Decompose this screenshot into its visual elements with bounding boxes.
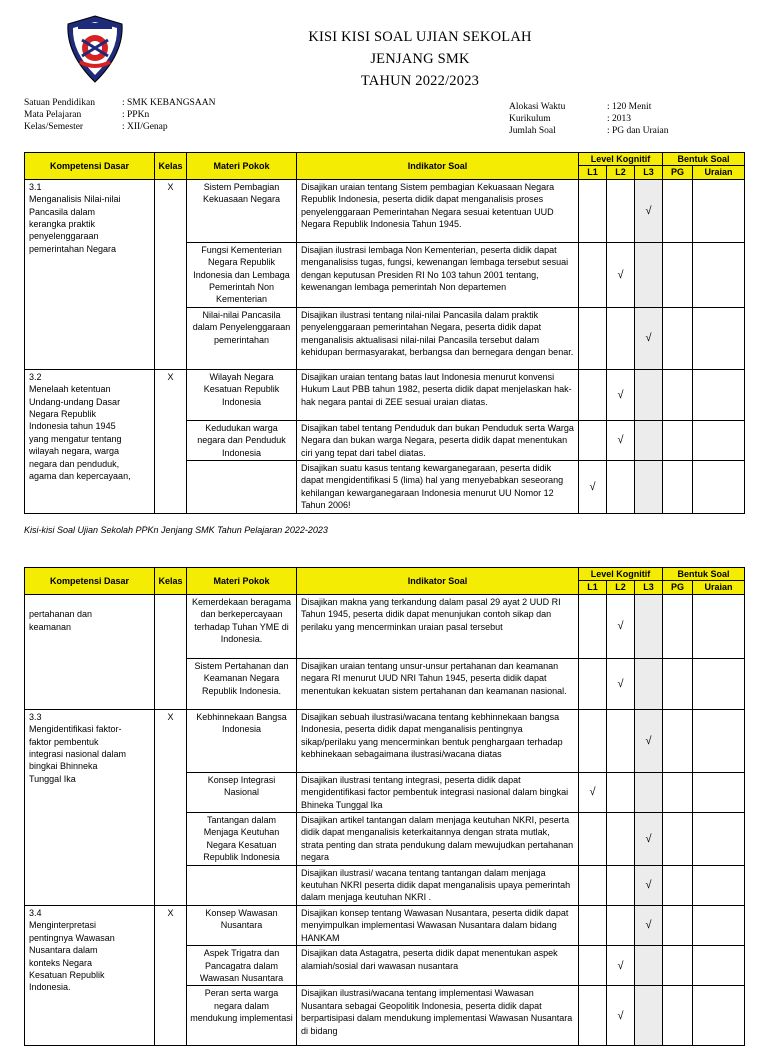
- l1-cell: [579, 420, 607, 460]
- table-row: [25, 905, 745, 945]
- uraian-cell: [693, 594, 745, 658]
- header-level-kognitif: Level Kognitif: [579, 568, 663, 581]
- header-kelas: Kelas: [155, 568, 187, 595]
- pg-cell: [663, 772, 693, 812]
- header-l1: L1: [579, 166, 607, 179]
- meta-value: : 120 Menit: [607, 102, 652, 112]
- meta-label: Alokasi Waktu: [509, 102, 566, 112]
- pg-cell: [663, 242, 693, 307]
- materi-cell: Kedudukan warga negara dan Penduduk Indonesia: [187, 420, 297, 460]
- indikator-cell: Disajikan sebuah ilustrasi/wacana tentang kebhinnekaan bangsa Indonesia, peserta didik dapat menganalisis pentingnya sikap/perilaku yang mencerminkan bentuk penghargaan terhadap kebhinekaan sebagaimana ilustrasi/wacana diatas: [297, 709, 579, 772]
- uraian-cell: [693, 813, 745, 866]
- pg-cell: [663, 905, 693, 945]
- meta-value: : PG dan Uraian: [607, 126, 669, 136]
- l1-cell: [579, 946, 607, 986]
- l1-cell: [579, 594, 607, 658]
- page-caption: Kisi-kisi Soal Ujian Sekolah PPKn Jenjang SMK Tahun Pelajaran 2022-2023: [24, 525, 328, 535]
- indikator-cell: Disajikan ilustrasi/ wacana tentang tantangan dalam menjaga keutuhan NKRI peserta didik dapat menganalisis upaya pemerintah dalam menjaga keutuhan NKRI .: [297, 865, 579, 905]
- header-indikator-soal: Indikator Soal: [297, 568, 579, 595]
- l1-cell: [579, 813, 607, 866]
- indikator-cell: Disajikan uraian tentang unsur-unsur pertahanan dan keamanan negara RI menurut UUD NRI Tahun 1945, peserta didik dapat menentukan kekuatan sistem pertahanan dan keamanan nasional.: [297, 658, 579, 709]
- header-materi-pokok: Materi Pokok: [187, 568, 297, 595]
- table-row: [25, 369, 745, 420]
- materi-cell: Sistem Pertahanan dan Keamanan Negara Republik Indonesia.: [187, 658, 297, 709]
- l3-check: √: [635, 865, 663, 905]
- pg-cell: [663, 709, 693, 772]
- header-indikator-soal: Indikator Soal: [297, 153, 579, 180]
- l3-cell: [635, 772, 663, 812]
- materi-cell: Kebhinnekaan Bangsa Indonesia: [187, 709, 297, 772]
- l1-check: √: [579, 461, 607, 514]
- uraian-cell: [693, 772, 745, 812]
- l2-cell: [607, 865, 635, 905]
- uraian-cell: [693, 709, 745, 772]
- pg-cell: [663, 420, 693, 460]
- l1-check: √: [579, 772, 607, 812]
- l2-check: √: [607, 594, 635, 658]
- l2-check: √: [607, 242, 635, 307]
- materi-cell: Fungsi Kementerian Negara Republik Indonesia dan Lembaga Pemerintah Non Kementerian: [187, 242, 297, 307]
- meta-label: Mata Pelajaran: [24, 110, 82, 120]
- l1-cell: [579, 986, 607, 1046]
- pg-cell: [663, 658, 693, 709]
- l3-cell: [635, 369, 663, 420]
- l3-cell: [635, 946, 663, 986]
- title-line-2: JENJANG SMK: [370, 51, 470, 67]
- uraian-cell: [693, 905, 745, 945]
- header-materi-pokok: Materi Pokok: [187, 153, 297, 180]
- l3-cell: [635, 658, 663, 709]
- kd-number: 3.2: [29, 371, 42, 382]
- header-bentuk-soal: Bentuk Soal: [663, 153, 745, 166]
- l2-cell: [607, 813, 635, 866]
- indikator-cell: Disajian ilustrasi lembaga Non Kementerian, peserta didik dapat menganalisiss tugas, fungsi, kewenangan lembaga tersebut sesuai dengan keputusan Presiden RI No 103 tahun 2001 tentang, kewenangan lembaga pemerintah Non departemen: [297, 242, 579, 307]
- materi-cell: Wilayah Negara Kesatuan Republik Indonesia: [187, 369, 297, 420]
- kd-number: 3.3: [29, 711, 42, 722]
- l3-check: √: [635, 307, 663, 369]
- meta-value: : PPKn: [122, 110, 150, 120]
- meta-value: : 2013: [607, 114, 632, 124]
- kd-cell: [25, 594, 155, 709]
- l2-cell: [607, 179, 635, 242]
- uraian-cell: [693, 946, 745, 986]
- meta-left: [24, 97, 215, 133]
- header-level-kognitif: Level Kognitif: [579, 153, 663, 166]
- kisi-table-2: [24, 567, 745, 1046]
- kisi-table-1: [24, 152, 745, 514]
- materi-cell: Tantangan dalam Menjaga Keutuhan Negara Kesatuan Republik Indonesia: [187, 813, 297, 866]
- materi-cell: Nilai-nilai Pancasila dalam Penyelenggaraan pemerintahan: [187, 307, 297, 369]
- l1-cell: [579, 709, 607, 772]
- materi-cell: Aspek Trigatra dan Pancagatra dalam Wawasan Nusantara: [187, 946, 297, 986]
- materi-cell: [187, 461, 297, 514]
- l2-check: √: [607, 946, 635, 986]
- header-bentuk-soal: Bentuk Soal: [663, 568, 745, 581]
- document-title: [260, 26, 580, 92]
- kd-text: Menelaah ketentuan Undang-undang Dasar Negara Republik Indonesia tahun 1945 yang mengatur tentang wilayah negara, warga negara dan penduduk, agama dan kepercayaan,: [29, 384, 131, 482]
- l2-check: √: [607, 986, 635, 1046]
- l3-check: √: [635, 709, 663, 772]
- pg-cell: [663, 369, 693, 420]
- indikator-cell: Disajikan suatu kasus tentang kewarganegaraan, peserta didik dapat mengidentifikasi 5 (lima) hal yang menyebabkan seseorang kehilangan kewarganegaraan Indonesia menurut UU Nomor 12 Tahun 2006!: [297, 461, 579, 514]
- meta-label: Jumlah Soal: [509, 126, 556, 136]
- kelas-cell: X: [155, 709, 187, 905]
- header-l1: L1: [579, 581, 607, 594]
- l2-cell: [607, 307, 635, 369]
- l1-cell: [579, 865, 607, 905]
- header-pg: PG: [663, 581, 693, 594]
- header-l2: L2: [607, 166, 635, 179]
- kd-text: Mengidentifikasi faktor- faktor pembentuk integrasi nasional dalam bingkai Bhinneka Tunggal Ika: [29, 724, 127, 784]
- kd-cell: [25, 709, 155, 905]
- header-kompetensi-dasar: Kompetensi Dasar: [25, 153, 155, 180]
- uraian-cell: [693, 658, 745, 709]
- materi-cell: [187, 865, 297, 905]
- indikator-cell: Disajikan ilustrasi/wacana tentang implementasi Wawasan Nusantara sebagai Geopolitik Indonesia, peserta didik dapat berpartisipasi dalam mendukung implementasi Wawasan Nusantara di bidang: [297, 986, 579, 1046]
- meta-label: Kurikulum: [509, 114, 551, 124]
- l2-check: √: [607, 420, 635, 460]
- pg-cell: [663, 594, 693, 658]
- l2-check: √: [607, 369, 635, 420]
- pg-cell: [663, 813, 693, 866]
- header-kelas: Kelas: [155, 153, 187, 180]
- materi-cell: Kemerdekaan beragama dan berkepercayaan terhadap Tuhan YME di Indonesia.: [187, 594, 297, 658]
- kd-cell: [25, 179, 155, 369]
- l1-cell: [579, 369, 607, 420]
- indikator-cell: Disajikan data Astagatra, peserta didik dapat menentukan aspek alamiah/sosial dari wawasan nusantara: [297, 946, 579, 986]
- materi-cell: Konsep Integrasi Nasional: [187, 772, 297, 812]
- pg-cell: [663, 986, 693, 1046]
- uraian-cell: [693, 461, 745, 514]
- header-uraian: Uraian: [693, 166, 745, 179]
- meta-value: : SMK KEBANGSAAN: [122, 98, 216, 108]
- kelas-cell: X: [155, 179, 187, 369]
- l3-cell: [635, 986, 663, 1046]
- header-l2: L2: [607, 581, 635, 594]
- pg-cell: [663, 179, 693, 242]
- indikator-cell: Disajikan uraian tentang Sistem pembagian Kekuasaan Negara Republik Indonesia, peserta didik dapat menganalisis proses penyelenggaraan Pemerintahan Negara sesuai ketentuan UUD Negara Republik Indonesia Tahun 1945.: [297, 179, 579, 242]
- title-line-1: KISI KISI SOAL UJIAN SEKOLAH: [308, 29, 532, 45]
- indikator-cell: Disajikan konsep tentang Wawasan Nusantara, peserta didik dapat menyimpulkan implementasi Wawasan Nusantara dalam bidang HANKAM: [297, 905, 579, 945]
- title-line-3: TAHUN 2022/2023: [360, 73, 480, 89]
- indikator-cell: Disajikan artikel tantangan dalam menjaga keutuhan NKRI, peserta didik dapat menganalisis keterkaitannya dengan strata mutlak, strata penting dan strata pendukung dalam mewujudkan pertahanan negara: [297, 813, 579, 866]
- table-row: [25, 594, 745, 658]
- kd-number: 3.1: [29, 181, 42, 192]
- header-uraian: Uraian: [693, 581, 745, 594]
- pg-cell: [663, 865, 693, 905]
- l2-cell: [607, 905, 635, 945]
- l3-cell: [635, 594, 663, 658]
- uraian-cell: [693, 179, 745, 242]
- header-kompetensi-dasar: Kompetensi Dasar: [25, 568, 155, 595]
- uraian-cell: [693, 369, 745, 420]
- meta-value: : XII/Genap: [122, 122, 168, 132]
- l1-cell: [579, 179, 607, 242]
- meta-label: Satuan Pendidikan: [24, 98, 95, 108]
- table-row: [25, 179, 745, 242]
- uraian-cell: [693, 986, 745, 1046]
- kelas-cell: [155, 594, 187, 709]
- table-row: [25, 709, 745, 772]
- l1-cell: [579, 658, 607, 709]
- uraian-cell: [693, 420, 745, 460]
- materi-cell: Peran serta warga negara dalam mendukung implementasi: [187, 986, 297, 1046]
- l3-cell: [635, 461, 663, 514]
- pg-cell: [663, 307, 693, 369]
- uraian-cell: [693, 242, 745, 307]
- kd-text: Menginterpretasi pentingnya Wawasan Nusantara dalam konteks Negara Kesatuan Republik Indonesia.: [29, 920, 115, 993]
- school-logo: [64, 14, 126, 84]
- header-l3: L3: [635, 166, 663, 179]
- indikator-cell: Disajikan uraian tentang batas laut Indonesia menurut konvensi Hukum Laut PBB tahun 1982, peserta didik dapat menjelaskan hak- hak negara pantai di ZEE sesuai uraian diatas.: [297, 369, 579, 420]
- pg-cell: [663, 461, 693, 514]
- kd-cell: [25, 369, 155, 513]
- indikator-cell: Disajikan makna yang terkandung dalam pasal 29 ayat 2 UUD RI Tahun 1945, peserta didik dapat menunjukan contoh sikap dan perilaku yang mencerminkan uraian pasal tersebut: [297, 594, 579, 658]
- l2-cell: [607, 772, 635, 812]
- pg-cell: [663, 946, 693, 986]
- l1-cell: [579, 307, 607, 369]
- l3-check: √: [635, 905, 663, 945]
- meta-right: [509, 101, 668, 137]
- l2-cell: [607, 709, 635, 772]
- kd-cell: [25, 905, 155, 1045]
- kd-number: 3.4: [29, 907, 42, 918]
- kelas-cell: X: [155, 905, 187, 1045]
- indikator-cell: Disajikan tabel tentang Penduduk dan bukan Penduduk serta Warga Negara dan bukan warga Negara, peserta didik dapat menentukan ciri yang tepat dari tabel diatas.: [297, 420, 579, 460]
- header-l3: L3: [635, 581, 663, 594]
- kd-text: Menganalisis Nilai-nilai Pancasila dalam kerangka praktik penyelenggaraan pemerintahan Negara: [29, 194, 121, 254]
- l3-check: √: [635, 179, 663, 242]
- materi-cell: Sistem Pembagian Kekuasaan Negara: [187, 179, 297, 242]
- kelas-cell: X: [155, 369, 187, 513]
- meta-label: Kelas/Semester: [24, 122, 84, 132]
- indikator-cell: Disajikan ilustrasi tentang nilai-nilai Pancasila dalam praktik penyelenggaraan pemerintahan Negara, peserta didik dapat menganalisis aktualisasi nilai-nilai Pancasila tersebut dalam kehidupan bermasyarakat, berbangsa dan bernegara dengan benar.: [297, 307, 579, 369]
- indikator-cell: Disajikan ilustrasi tentang integrasi, peserta didik dapat mengidentifikasi factor pembentuk integrasi nasional dalam bingkai Bhineka Tunggal Ika: [297, 772, 579, 812]
- materi-cell: Konsep Wawasan Nusantara: [187, 905, 297, 945]
- header-pg: PG: [663, 166, 693, 179]
- l3-cell: [635, 242, 663, 307]
- uraian-cell: [693, 865, 745, 905]
- kd-text: pertahanan dan keamanan: [29, 609, 93, 632]
- l1-cell: [579, 242, 607, 307]
- l2-cell: [607, 461, 635, 514]
- l3-check: √: [635, 813, 663, 866]
- l1-cell: [579, 905, 607, 945]
- l2-check: √: [607, 658, 635, 709]
- uraian-cell: [693, 307, 745, 369]
- l3-cell: [635, 420, 663, 460]
